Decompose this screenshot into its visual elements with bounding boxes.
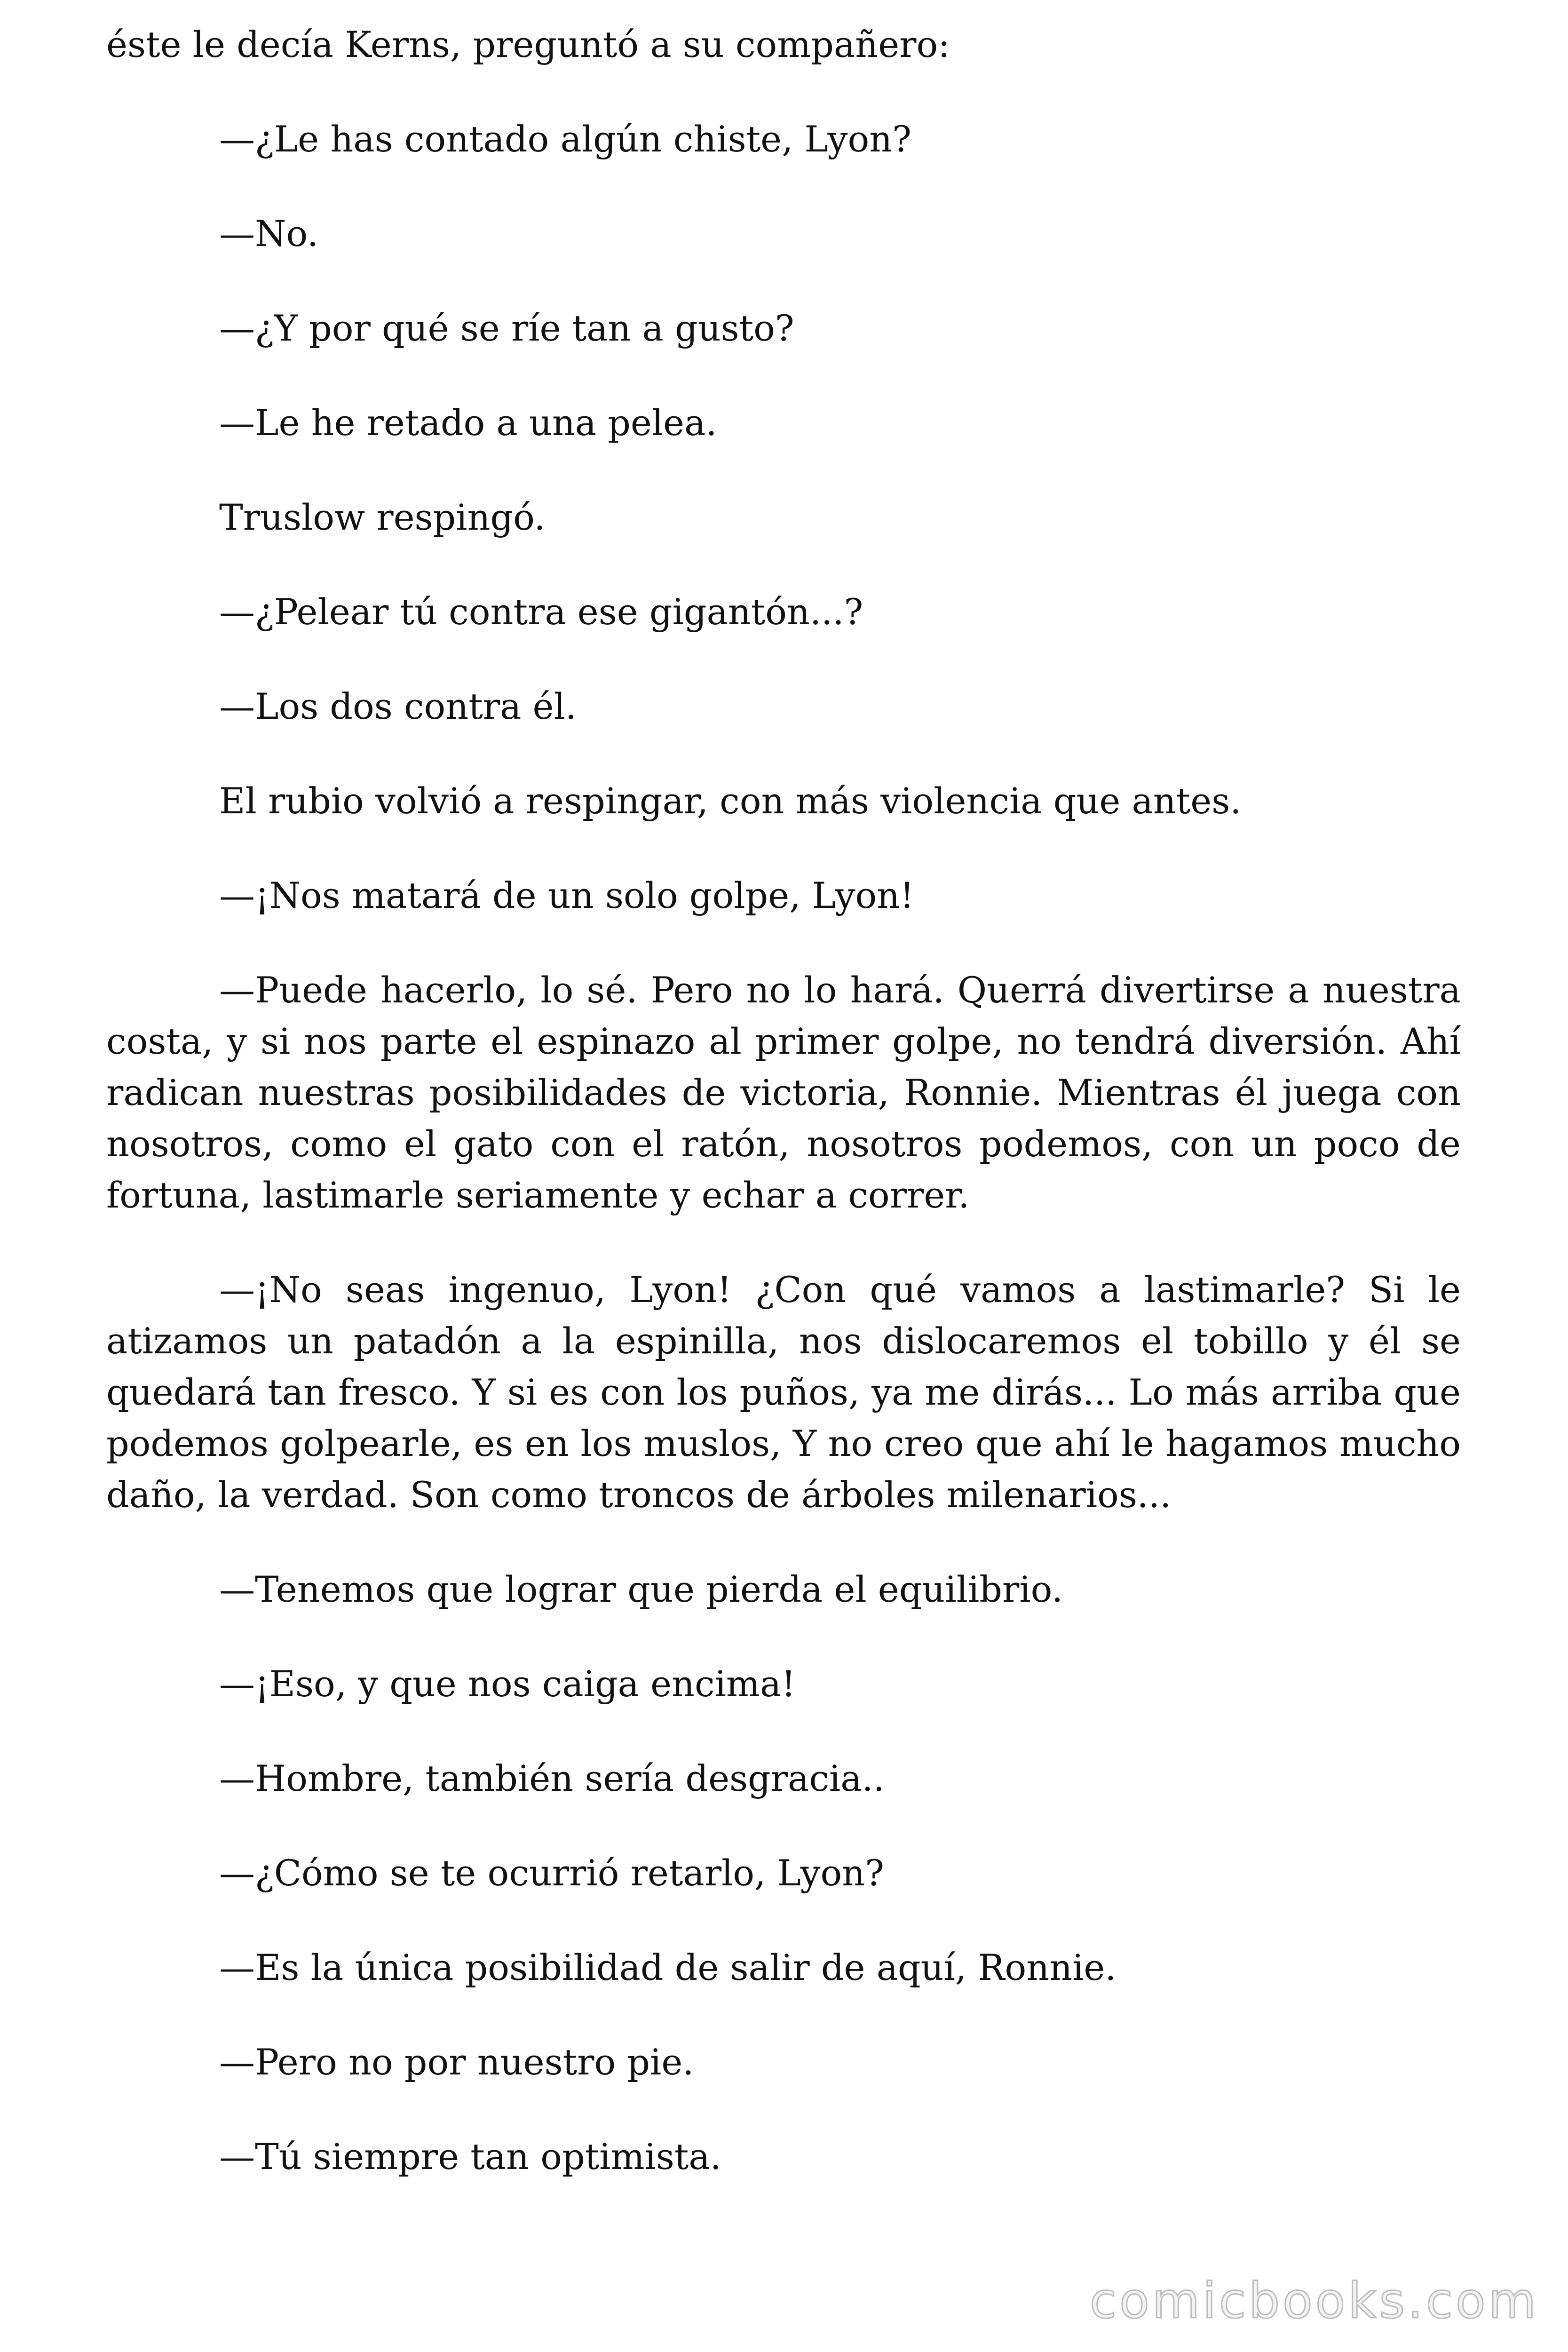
paragraph-15: —Hombre, también sería desgracia.. [219,1757,885,1799]
paragraph-4: —¿Y por qué se ríe tan a gusto? [219,307,794,349]
paragraph-3: —No. [219,213,319,254]
book-page [106,19,1461,2225]
paragraph-7: —¿Pelear tú contra ese gigantón...? [219,591,863,633]
paragraph-11: —Puede hacerlo, lo sé. Pero no lo hará. Querrá divertirse a nuestra costa, y si nos parte el espinazo al primer golpe, no tendrá diversión. Ahí radican nuestras posibilidades de victoria, Ronnie. Mientras él juega con nosotros, como el gato con el ratón, nosotros podemos, con un poco de fortuna, lastimarle seriamente y echar a correr. [106,969,1461,1216]
paragraph-6: Truslow respingó. [219,496,546,538]
paragraph-19: —Tú siempre tan optimista. [219,2136,721,2177]
paragraph-10: —¡Nos matará de un solo golpe, Lyon! [219,874,914,916]
paragraph-5: —Le he retado a una pelea. [219,402,717,444]
site-watermark: comicbooks.com [1089,2272,1539,2329]
paragraph-18: —Pero no por nuestro pie. [219,2041,694,2083]
paragraph-16: —¿Cómo se te ocurrió retarlo, Lyon? [219,1852,884,1894]
paragraph-8: —Los dos contra él. [219,685,577,727]
paragraph-2: —¿Le has contado algún chiste, Lyon? [219,118,911,160]
paragraph-17: —Es la única posibilidad de salir de aquí, Ronnie. [219,1947,1117,1988]
paragraph-1: éste le decía Kerns, preguntó a su compañero: [106,24,950,65]
paragraph-12: —¡No seas ingenuo, Lyon! ¿Con qué vamos a lastimarle? Si le atizamos un patadón a la espinilla, nos dislocaremos el tobillo y él se quedará tan fresco. Y si es con los puños, ya me dirás... Lo más arriba que podemos golpearle, es en los muslos, Y no creo que ahí le hagamos mucho daño, la verdad. Son como troncos de árboles milenarios... [106,1269,1461,1516]
paragraph-13: —Tenemos que lograr que pierda el equilibrio. [219,1568,1063,1610]
paragraph-14: —¡Eso, y que nos caiga encima! [219,1663,796,1705]
paragraph-9: El rubio volvió a respingar, con más violencia que antes. [219,780,1242,822]
